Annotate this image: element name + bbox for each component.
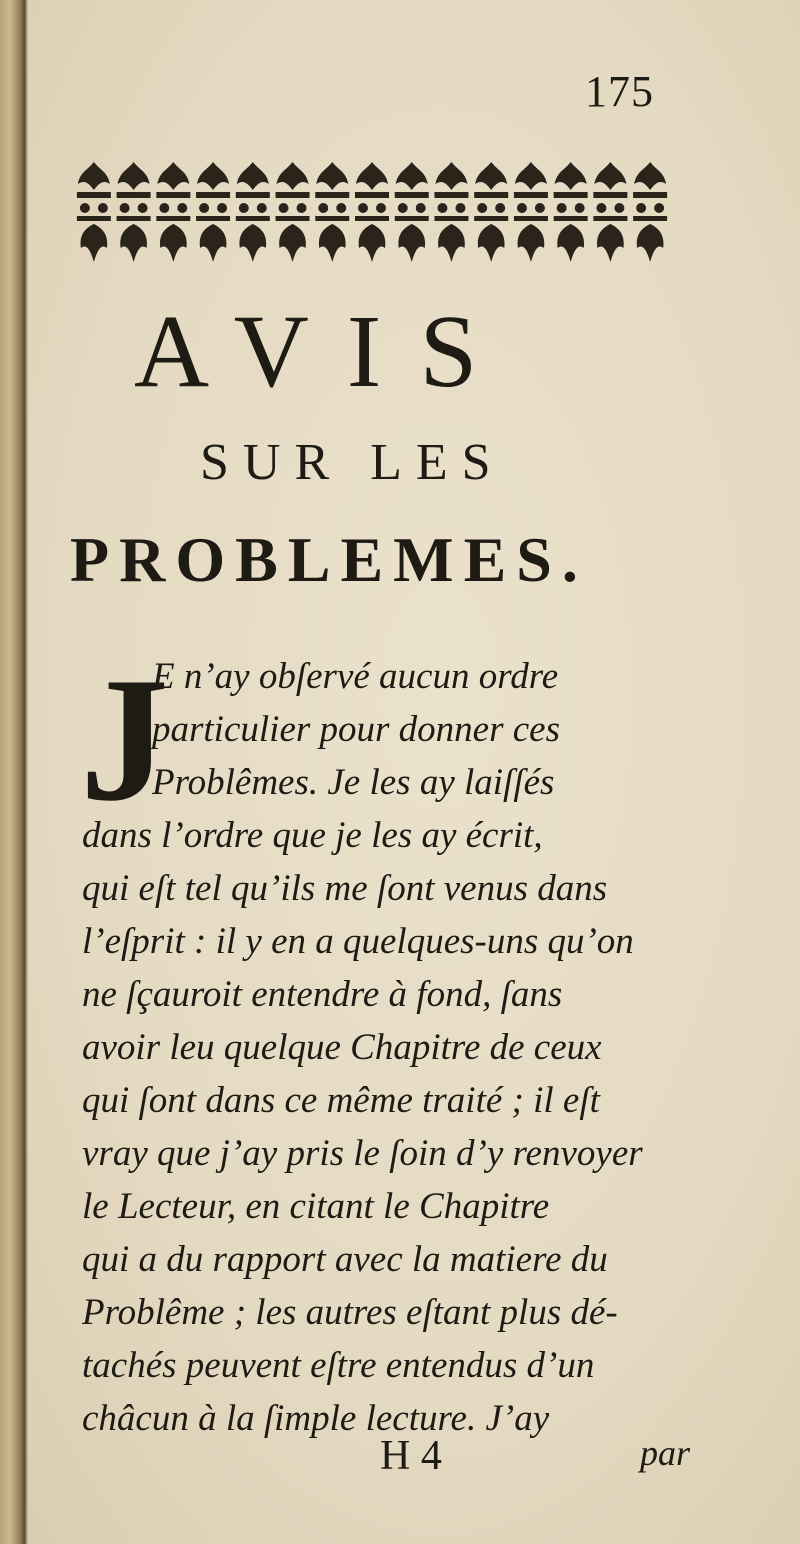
catchword: par (640, 1433, 691, 1473)
text-line: avoir leu quelque Chapitre de ceux (82, 1027, 602, 1068)
text-line: ne ſçauroit entendre à fond, ſans (82, 974, 563, 1015)
text-line: tachés peuvent eſtre entendus d’un (82, 1345, 595, 1386)
drop-cap: J (80, 640, 169, 838)
body-text (80, 640, 712, 1445)
fleuron-border-icon (74, 158, 670, 268)
text-line: E n’ay obſervé aucun ordre (152, 656, 559, 697)
text-line: l’eſprit : il y en a quelques-uns qu’on (82, 921, 634, 962)
heading-title-problemes: PROBLEMES. (70, 524, 588, 595)
text-line: qui eſt tel qu’ils me ſont venus dans (82, 868, 608, 909)
heading-subtitle: SUR LES (200, 434, 505, 491)
book-gutter (0, 0, 28, 1544)
text-line: particulier pour donner ces (152, 709, 560, 750)
heading-title: AVIS (134, 294, 516, 409)
text-line: Problême ; les autres eſtant plus dé- (82, 1292, 618, 1333)
text-line: dans l’ordre que je les ay écrit, (82, 815, 543, 856)
text-line: châcun à la ſimple lecture. J’ay (82, 1398, 550, 1439)
page-number: 175 (585, 67, 654, 116)
text-line: vray que j’ay pris le ſoin d’y renvoyer (82, 1133, 643, 1174)
text-line: qui ſont dans ce même traité ; il eſt (82, 1080, 600, 1121)
signature-mark: H 4 (380, 1433, 442, 1479)
text-line: qui a du rapport avec la matiere du (82, 1239, 608, 1280)
text-line: le Lecteur, en citant le Chapitre (82, 1186, 550, 1227)
text-line: Problêmes. Je les ay laiſſés (152, 762, 555, 803)
